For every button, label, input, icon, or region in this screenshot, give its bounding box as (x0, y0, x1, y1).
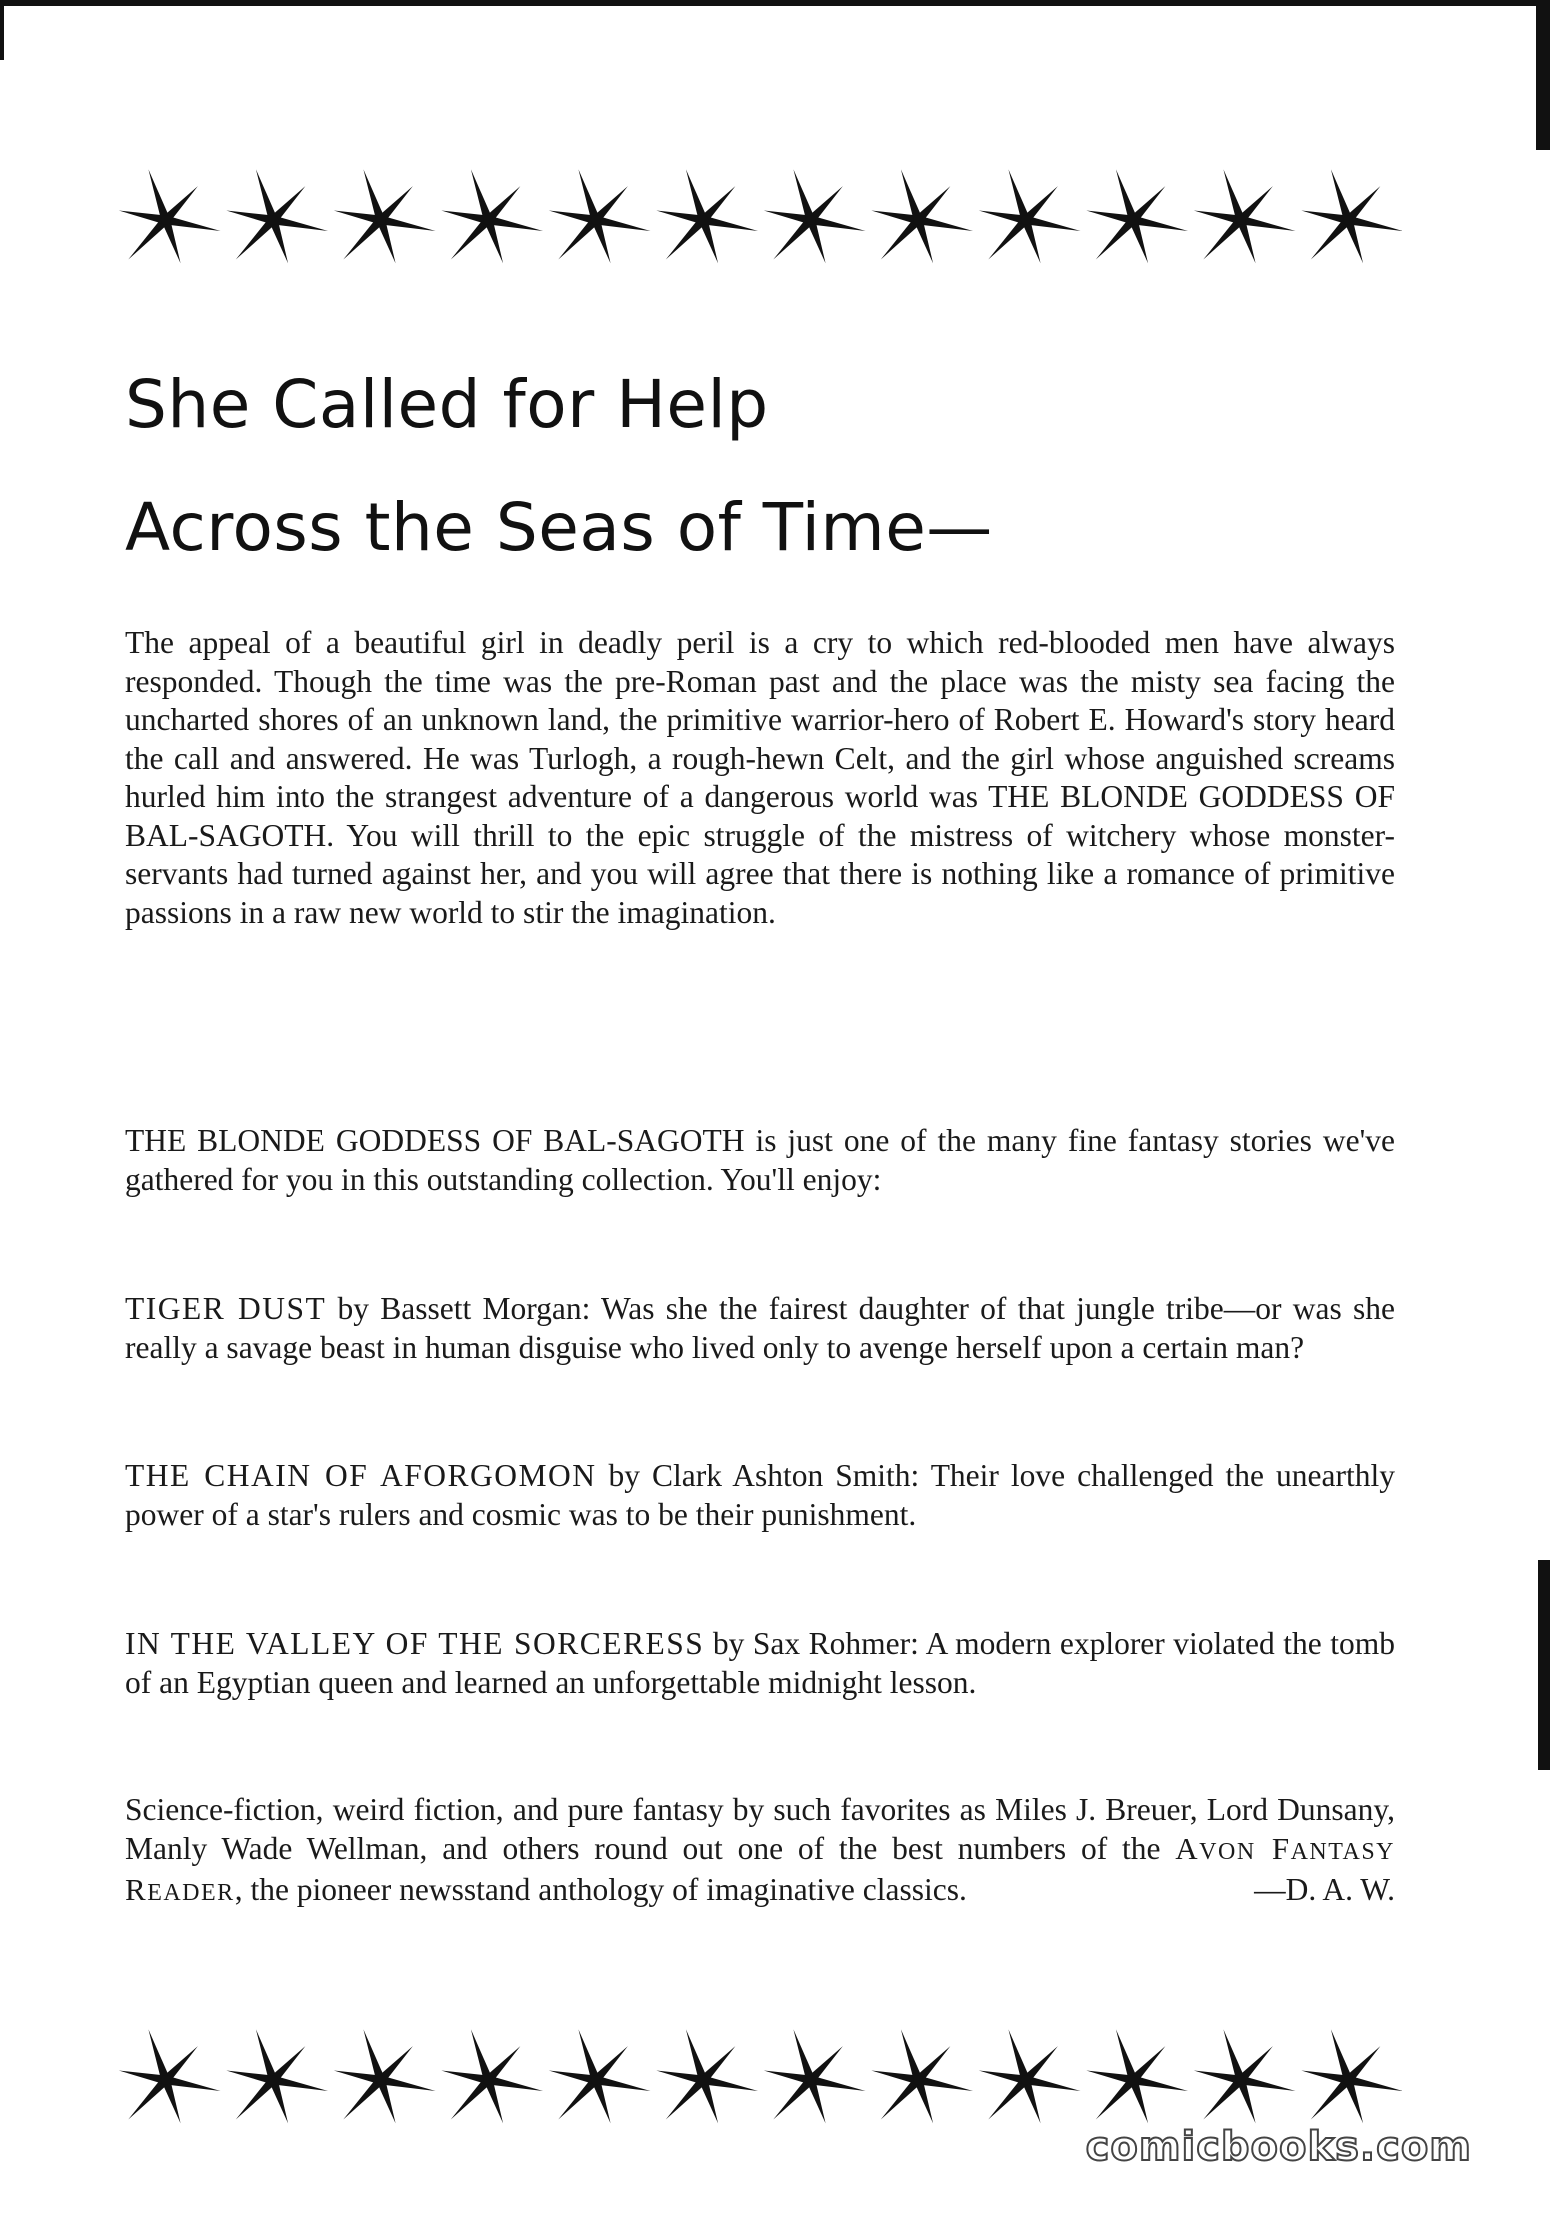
star-icon (1086, 169, 1188, 263)
star-icon (226, 2029, 328, 2123)
story-title: IN THE VALLEY OF THE SORCERESS (125, 1626, 705, 1661)
collection-text: THE BLONDE GODDESS OF BAL-SAGOTH is just one of the many fine fantasy stories we've gathered for you in this outstanding collection. You'll enjoy: (125, 1123, 1395, 1197)
star-icon (979, 169, 1081, 263)
star-icon-row (112, 160, 1402, 280)
star-icon (979, 2029, 1081, 2123)
star-icon (549, 2029, 651, 2123)
story-description: by Bassett Morgan: Was she the fairest daughter of that jungle tribe—or was she really a savage beast in human disguise who lived only to avenge herself upon a certain man? (125, 1291, 1395, 1365)
star-icon (119, 2029, 221, 2123)
closing-paragraph (125, 1791, 1395, 1913)
story-title: THE CHAIN OF AFORGOMON (125, 1458, 597, 1493)
star-row-top (112, 160, 1402, 280)
magazine-name-c: F (1255, 1830, 1291, 1866)
page-edge-right-top (1536, 0, 1550, 150)
star-icon (871, 2029, 973, 2123)
star-icon (441, 169, 543, 263)
collection-paragraph (125, 1122, 1395, 1199)
star-icon (1194, 2029, 1296, 2123)
headline-line-1: She Called for Help (125, 366, 769, 443)
intro-text: The appeal of a beautiful girl in deadly peril is a cry to which red-blooded men have always responded. Though the time was the pre-Roman past and the place was the misty sea facing the uncharted shores of an unknown land, the primitive warrior-hero of Robert E. Howard's story heard the call and answered. He was Turlogh, a rough-hewn Celt, and the girl whose anguished screams hurled him into the strangest adventure of a dangerous world was THE BLONDE GODDESS OF BAL-SAGOTH. You will thrill to the epic struggle of the mistress of witchery whose monster-servants had turned against her, and you will agree that there is nothing like a romance of primitive passions in a raw new world to stir the imagination. (125, 625, 1395, 930)
star-icon (119, 169, 221, 263)
star-icon (1301, 2029, 1402, 2123)
star-icon (764, 169, 866, 263)
star-icon (1086, 2029, 1188, 2123)
intro-paragraph (125, 624, 1395, 932)
magazine-name-b: VON (1199, 1838, 1256, 1865)
story-entry-chain-of-aforgomon (125, 1457, 1395, 1534)
page-edge-top (0, 0, 1550, 6)
star-icon (1301, 169, 1402, 263)
star-icon (334, 2029, 436, 2123)
star-icon (764, 2029, 866, 2123)
story-description: by Clark Ashton Smith: Their love challenged the unearthly power of a star's rulers and cosmic was to be their punishment. (125, 1458, 1395, 1532)
magazine-name-a: A (1175, 1830, 1200, 1866)
closing-text-tail: , the pioneer newsstand anthology of imaginative classics. (234, 1872, 967, 1907)
closing-text: Science-fiction, weird fiction, and pure fantasy by such favorites as Miles J. Breuer, Lord Dunsany, Manly Wade Wellman, and others round out one of the best numbers of the (125, 1792, 1395, 1866)
magazine-name-f: EADER (147, 1880, 235, 1906)
author-signature: —D. A. W. (1254, 1872, 1395, 1907)
page-edge-right-mid (1538, 1560, 1550, 1770)
star-icon (871, 169, 973, 263)
star-icon (549, 169, 651, 263)
story-title: TIGER DUST (125, 1291, 327, 1326)
star-icon (656, 2029, 758, 2123)
story-entry-tiger-dust (125, 1290, 1395, 1367)
star-icon (1194, 169, 1296, 263)
headline-line-2: Across the Seas of Time— (125, 489, 993, 566)
star-icon-row (112, 2020, 1402, 2140)
story-description: by Sax Rohmer: A modern explorer violated the tomb of an Egyptian queen and learned an unforgettable midnight lesson. (125, 1626, 1395, 1700)
magazine-name-d: ANTASY (1290, 1838, 1395, 1865)
page-edge-left (0, 0, 4, 60)
magazine-name-e: R (125, 1872, 148, 1907)
star-icon (334, 169, 436, 263)
star-row-bottom (112, 2020, 1402, 2140)
star-icon (656, 169, 758, 263)
star-icon (441, 2029, 543, 2123)
star-icon (226, 169, 328, 263)
watermark: comicbooks.com (1085, 2124, 1472, 2170)
story-entry-valley-of-sorceress (125, 1625, 1395, 1702)
